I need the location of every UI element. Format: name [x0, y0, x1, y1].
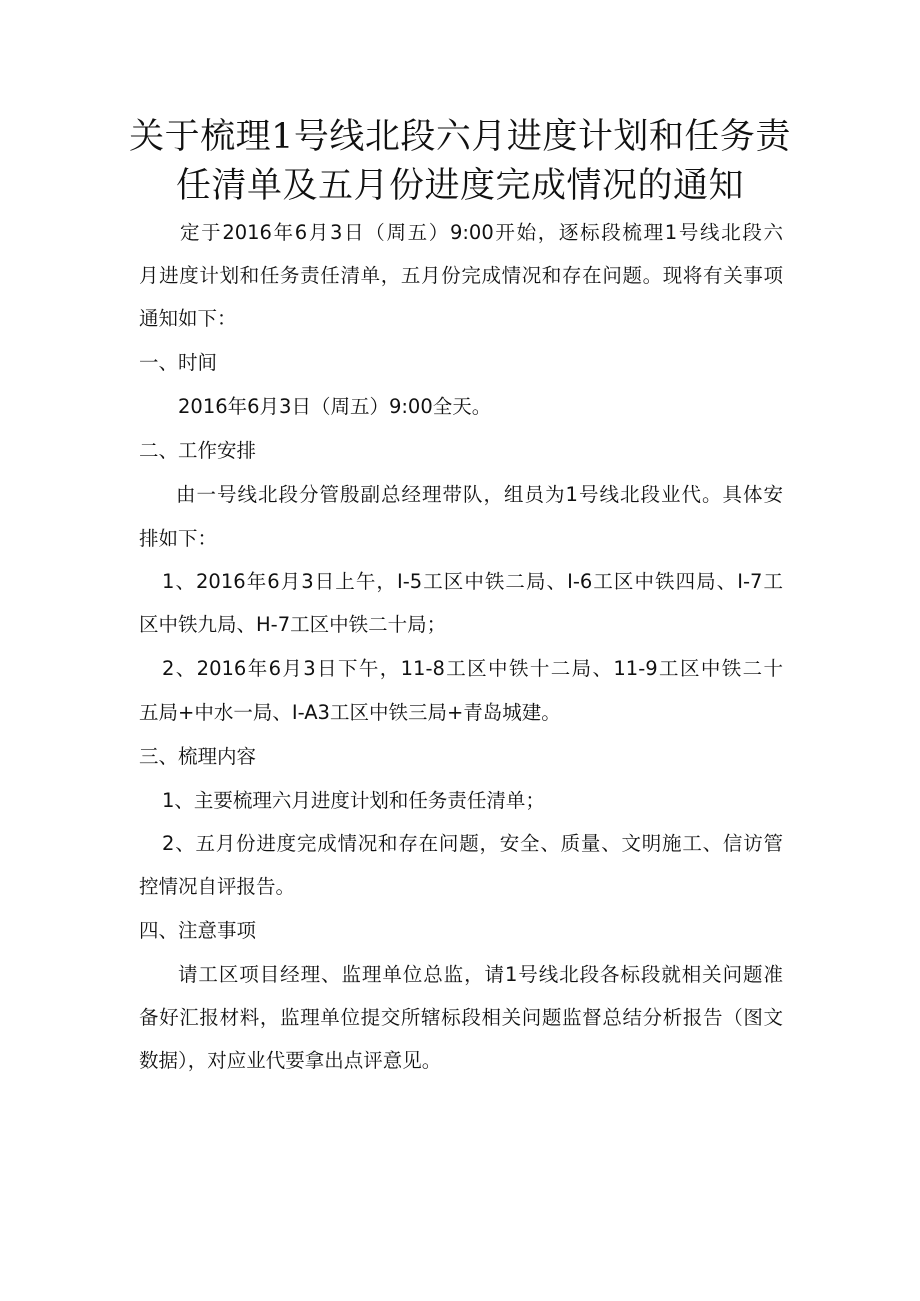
section-time-line-1: 2016年6月3日（周五）9:00全天。 [178, 395, 492, 418]
section-arrangement-line-1: 由一号线北段分管殷副总经理带队，组员为1号线北段业代。具体安 [176, 483, 783, 506]
section-arrangement-line-5: 2、2016年6月3日下午，11-8工区中铁十二局、11-9工区中铁二十 [162, 657, 783, 680]
section-heading-notes: 四、注意事项 [139, 919, 257, 942]
section-content-line-2: 2、五月份进度完成情况和存在问题，安全、质量、文明施工、信访管 [162, 832, 783, 855]
section-arrangement-line-3: 1、2016年6月3日上午，I-5工区中铁二局、I-6工区中铁四局、I-7工 [162, 570, 783, 593]
section-notes-line-1: 请工区项目经理、监理单位总监，请1号线北段各标段就相关问题准 [178, 963, 783, 986]
section-heading-time: 一、时间 [139, 351, 218, 374]
section-content-line-3: 控情况自评报告。 [139, 875, 296, 898]
section-heading-content: 三、梳理内容 [139, 745, 257, 768]
document-title-line-1: 关于梳理1号线北段六月进度计划和任务责 [129, 117, 791, 157]
section-notes-line-2: 备好汇报材料，监理单位提交所辖标段相关问题监督总结分析报告（图文 [139, 1006, 783, 1029]
section-heading-arrangement: 二、工作安排 [139, 439, 257, 462]
intro-line-1: 定于2016年6月3日（周五）9:00开始，逐标段梳理1号线北段六 [180, 221, 783, 244]
section-arrangement-line-4: 区中铁九局、H-7工区中铁二十局； [139, 613, 447, 636]
intro-line-2: 月进度计划和任务责任清单，五月份完成情况和存在问题。现将有关事项 [139, 264, 783, 287]
section-arrangement-line-2: 排如下： [139, 527, 218, 550]
intro-line-3: 通知如下： [139, 307, 237, 330]
document-title-line-2: 任清单及五月份进度完成情况的通知 [175, 166, 744, 206]
section-content-line-1: 1、主要梳理六月进度计划和任务责任清单； [162, 789, 545, 812]
section-notes-line-3: 数据），对应业代要拿出点评意见。 [139, 1049, 442, 1072]
section-arrangement-line-6: 五局+中水一局、I-A3工区中铁三局+青岛城建。 [139, 701, 561, 724]
